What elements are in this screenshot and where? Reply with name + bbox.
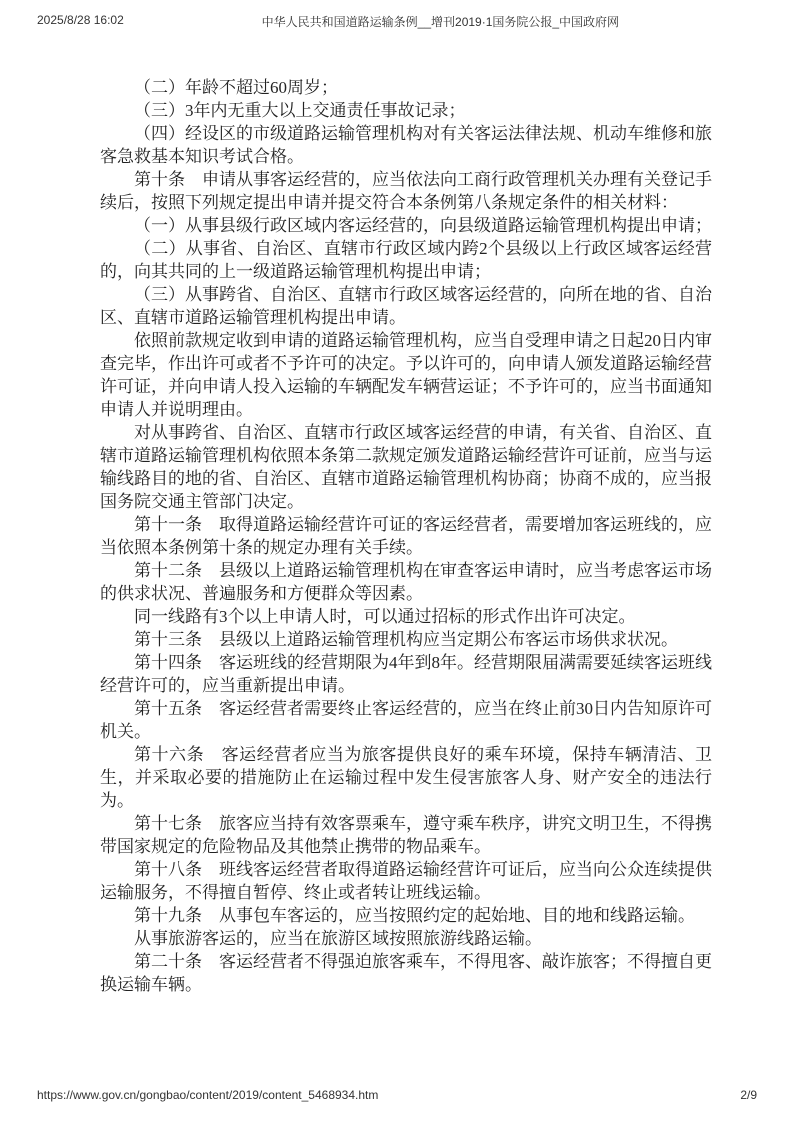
paragraph: 第十二条 县级以上道路运输管理机构在审查客运申请时，应当考虑客运市场的供求状况、普遍服务和方便群众等因素。 bbox=[100, 561, 712, 603]
paragraph: 同一线路有3个以上申请人时，可以通过招标的形式作出许可决定。 bbox=[134, 607, 636, 626]
paragraph: 第十三条 县级以上道路运输管理机构应当定期公布客运市场供求状况。 bbox=[134, 630, 678, 649]
print-page-title: 中华人民共和国道路运输条例__增刊2019·1国务院公报_中国政府网 bbox=[261, 15, 620, 29]
paragraph: 依照前款规定收到申请的道路运输管理机构，应当自受理申请之日起20日内审查完毕，作出许可或者不予许可的决定。予以许可的，向申请人颁发道路运输经营许可证，并向申请人投入运输的车辆配发车辆营运证；不予许可的，应当书面通知申请人并说明理由。 bbox=[100, 331, 712, 419]
paragraph: 第十一条 取得道路运输经营许可证的客运经营者，需要增加客运班线的，应当依照本条例第十条的规定办理有关手续。 bbox=[100, 515, 712, 557]
page-number: 2/9 bbox=[740, 1088, 757, 1102]
paragraph: 第十五条 客运经营者需要终止客运经营的，应当在终止前30日内告知原许可机关。 bbox=[100, 699, 712, 741]
paragraph: （四）经设区的市级道路运输管理机构对有关客运法律法规、机动车维修和旅客急救基本知识考试合格。 bbox=[100, 124, 712, 166]
paragraph: 第十九条 从事包车客运的，应当按照约定的起始地、目的地和线路运输。 bbox=[134, 906, 695, 925]
paragraph: 第十四条 客运班线的经营期限为4年到8年。经营期限届满需要延续客运班线经营许可的，应当重新提出申请。 bbox=[100, 653, 712, 695]
paragraph: 从事旅游客运的，应当在旅游区域按照旅游线路运输。 bbox=[134, 929, 542, 948]
paragraph: 第十六条 客运经营者应当为旅客提供良好的乘车环境，保持车辆清洁、卫生，并采取必要的措施防止在运输过程中发生侵害旅客人身、财产安全的违法行为。 bbox=[100, 745, 712, 810]
paragraph: （三）从事跨省、自治区、直辖市行政区域客运经营的，向所在地的省、自治区、直辖市道路运输管理机构提出申请。 bbox=[100, 285, 712, 327]
paragraph: （二）从事省、自治区、直辖市行政区域内跨2个县级以上行政区域客运经营的，向其共同的上一级道路运输管理机构提出申请； bbox=[100, 239, 712, 281]
paragraph: 对从事跨省、自治区、直辖市行政区域客运经营的申请，有关省、自治区、直辖市道路运输管理机构依照本条第二款规定颁发道路运输经营许可证前，应当与运输线路目的地的省、自治区、直辖市道路运输管理机构协商；协商不成的，应当报国务院交通主管部门决定。 bbox=[100, 423, 712, 511]
paragraph: （一）从事县级行政区域内客运经营的，向县级道路运输管理机构提出申请； bbox=[134, 216, 712, 235]
paragraph: （二）年龄不超过60周岁； bbox=[134, 78, 338, 97]
paragraph: 第十七条 旅客应当持有效客票乘车，遵守乘车秩序，讲究文明卫生，不得携带国家规定的危险物品及其他禁止携带的物品乘车。 bbox=[100, 814, 712, 856]
print-footer bbox=[37, 1088, 757, 1102]
paragraph: （三）3年内无重大以上交通责任事故记录； bbox=[134, 101, 466, 120]
print-source-url: https://www.gov.cn/gongbao/content/2019/content_5468934.htm bbox=[37, 1088, 379, 1102]
print-header bbox=[37, 13, 757, 30]
paragraph: 第十条 申请从事客运经营的，应当依法向工商行政管理机关办理有关登记手续后，按照下列规定提出申请并提交符合本条例第八条规定条件的相关材料： bbox=[100, 170, 712, 212]
paragraph: 第二十条 客运经营者不得强迫旅客乘车，不得甩客、敲诈旅客；不得擅自更换运输车辆。 bbox=[100, 952, 712, 994]
paragraph: 第十八条 班线客运经营者取得道路运输经营许可证后，应当向公众连续提供运输服务，不得擅自暂停、终止或者转让班线运输。 bbox=[100, 860, 712, 902]
print-timestamp: 2025/8/28 16:02 bbox=[37, 13, 124, 27]
document-body bbox=[100, 76, 712, 996]
